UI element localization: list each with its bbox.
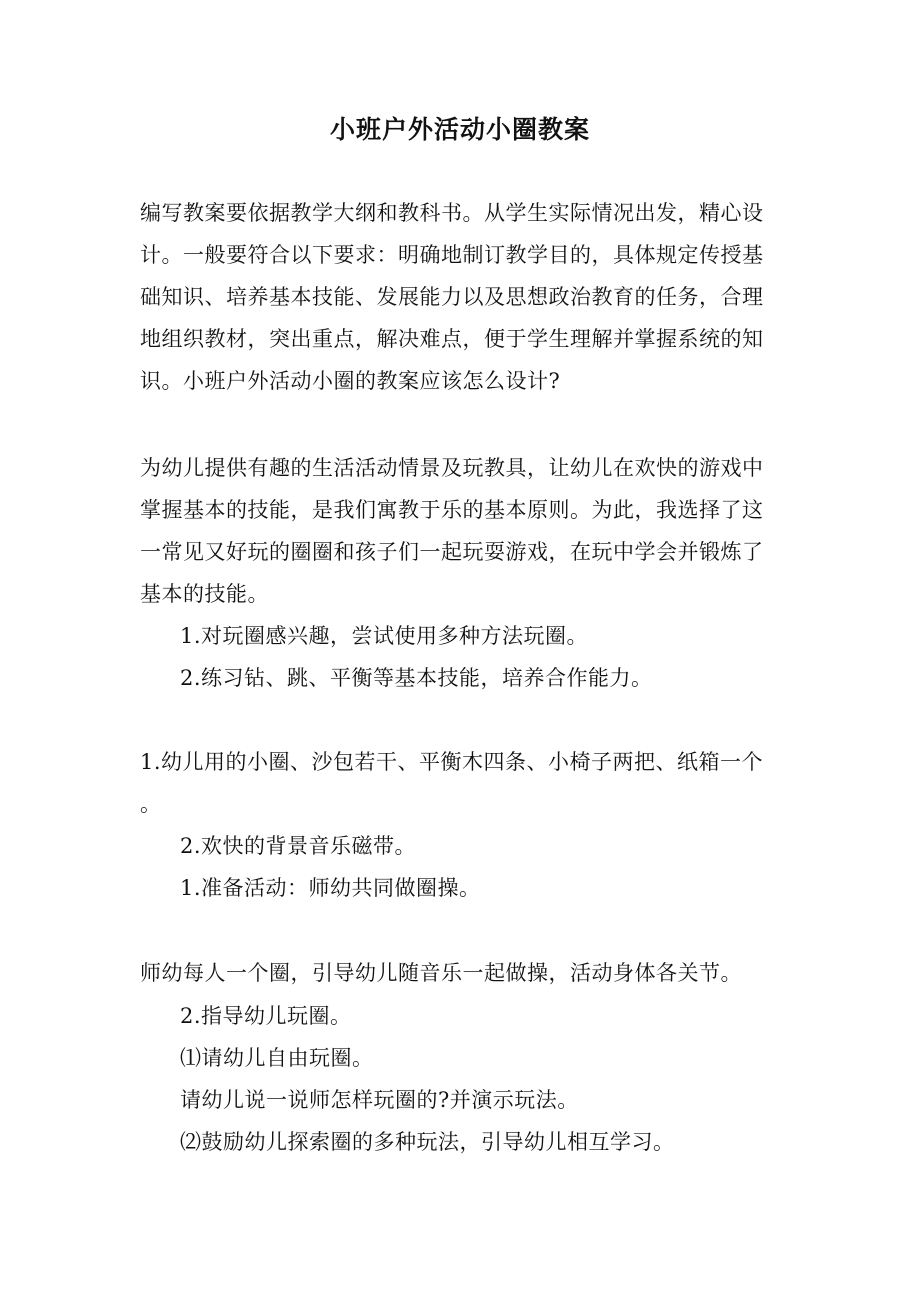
design-line: 一常见又好玩的圈圈和孩子们一起玩耍游戏，在玩中学会并锻炼了 [140,540,764,564]
intro-line: 础知识、培养基本技能、发展能力以及思想政治教育的任务，合理 [140,285,764,309]
process-line: 师幼每人一个圈，引导幼儿随音乐一起做操，活动身体各关节。 [140,961,742,985]
design-paragraph [140,447,780,615]
process-step-1-detail [140,952,780,994]
intro-line: 计。一般要符合以下要求：明确地制订教学目的，具体规定传授基 [140,243,764,267]
intro-line: 编写教案要依据教学大纲和教科书。从学生实际情况出发，精心设 [140,201,764,225]
prep-item-1 [140,741,780,825]
prep-item-2: 2.欢快的背景音乐磁带。 [180,834,417,858]
process-step-2a: ⑴请幼儿自由玩圈。 [180,1046,374,1070]
goal-item-1: 1.对玩圈感兴趣，尝试使用多种方法玩圈。 [180,624,589,648]
design-line: 为幼儿提供有趣的生活活动情景及玩教具，让幼儿在欢快的游戏中 [140,456,764,480]
intro-line: 识。小班户外活动小圈的教案应该怎么设计? [140,369,561,393]
intro-line: 地组织教材，突出重点，解决难点，便于学生理解并掌握系统的知 [140,327,764,351]
design-line: 基本的技能。 [140,582,269,606]
document-title: 小班户外活动小圈教案 [329,115,590,144]
prep-line: 。 [140,792,162,816]
process-step-2b: ⑵鼓励幼儿探索圈的多种玩法，引导幼儿相互学习。 [180,1130,675,1154]
goal-item-2: 2.练习钻、跳、平衡等基本技能，培养合作能力。 [180,666,653,690]
process-step-2: 2.指导幼儿玩圈。 [180,1004,352,1028]
design-line: 掌握基本的技能，是我们寓教于乐的基本原则。为此，我选择了这 [140,498,764,522]
process-step-1: 1.准备活动：师幼共同做圈操。 [180,876,481,900]
intro-paragraph [140,192,780,402]
prep-line: 1.幼儿用的小圈、沙包若干、平衡木四条、小椅子两把、纸箱一个 [140,750,764,774]
process-step-2a-detail: 请幼儿说一说师怎样玩圈的?并演示玩法。 [180,1088,579,1112]
